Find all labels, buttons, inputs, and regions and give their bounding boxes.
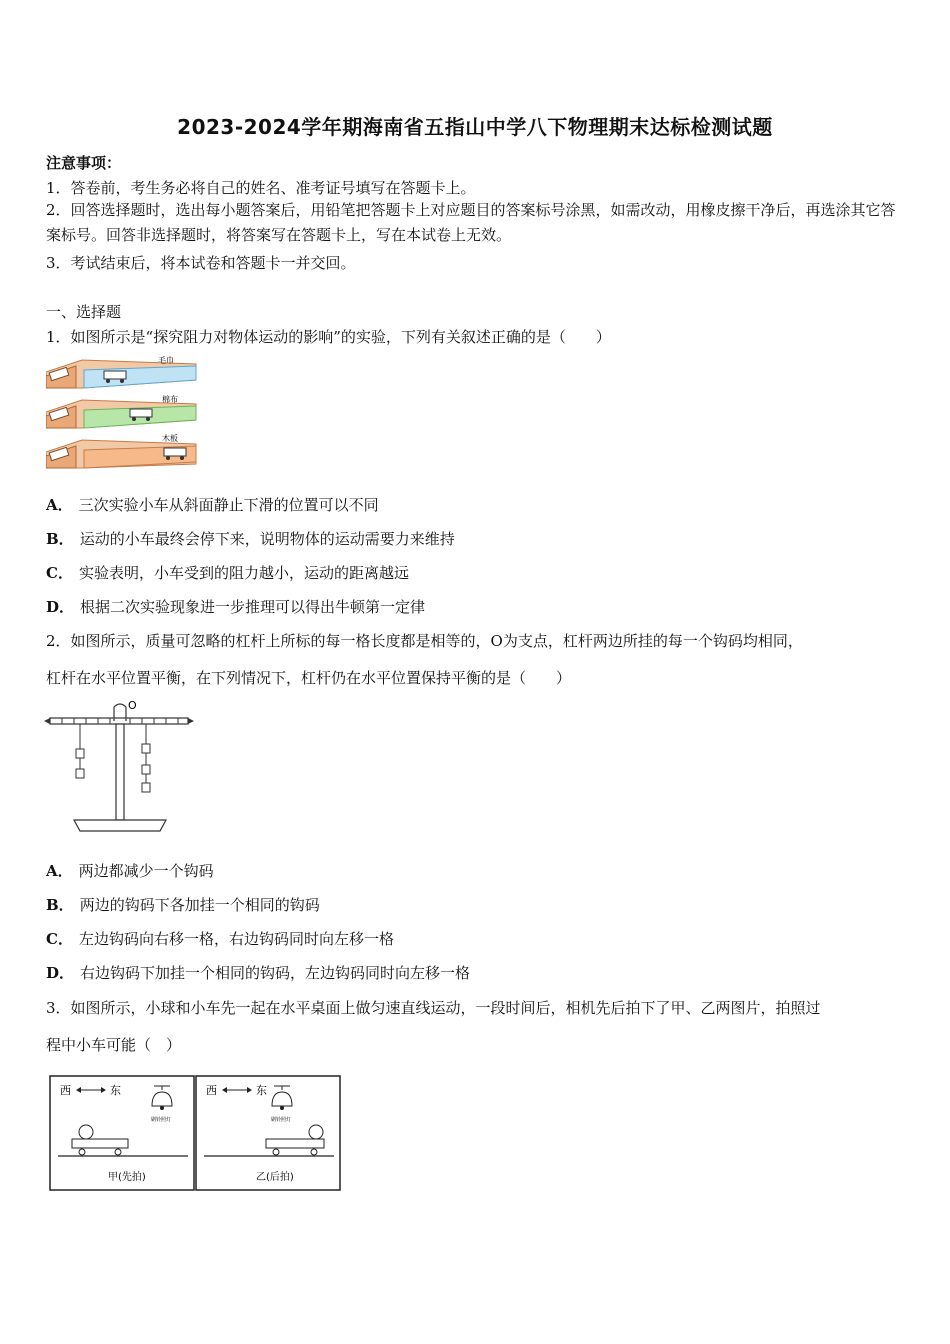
pivot-label: O (128, 699, 137, 712)
question-2-stem-line1: 2．如图所示，质量可忽略的杠杆上所标的每一格长度都是相等的，O为支点，杠杆两边所挂的每一个钩码均相同， (46, 632, 803, 650)
west-label: 西 (60, 1084, 71, 1097)
q1-option-c[interactable] (46, 562, 409, 583)
friction-ramp-figure (46, 354, 201, 472)
option-text: 根据二次实验现象进一步推理可以得出牛顿第一定律 (80, 598, 426, 616)
option-letter: D． (46, 598, 75, 616)
option-letter: A． (46, 862, 73, 880)
exam-title: 2023-2024学年期海南省五指山中学八下物理期末达标检测试题 (177, 115, 773, 139)
option-text: 三次实验小车从斜面静止下滑的位置可以不同 (78, 496, 379, 514)
question-2-stem-line2: 杠杆在水平位置平衡，在下列情况下，杠杆仍在水平位置保持平衡的是（ ） (46, 669, 572, 687)
east-label: 东 (110, 1084, 121, 1097)
ramp-row-wood (46, 433, 196, 468)
option-letter: B． (46, 530, 74, 548)
notice-item-3: 3．考试结束后，将本试卷和答题卡一并交回。 (46, 254, 356, 272)
west-label: 西 (206, 1084, 217, 1097)
cart-photo-figure (48, 1074, 342, 1196)
option-text: 两边的钩码下各加挂一个相同的钩码 (79, 896, 320, 914)
notice-item-2: 2．回答选择题时，选出每小题答案后，用铅笔把答题卡上对应题目的答案标号涂黑，如需改动，用橡皮擦干净后，再选涂其它答案标号。回答非选择题时，将答案写在答题卡上，写在本试卷上无效。 (46, 201, 896, 244)
caption-jia: 甲(先拍) (108, 1172, 146, 1183)
option-letter: C． (46, 930, 73, 948)
q1-option-b[interactable] (46, 528, 455, 549)
section-heading: 一、选择题 (46, 303, 122, 321)
panel-jia (50, 1076, 194, 1190)
q2-option-d[interactable] (46, 962, 470, 983)
q2-option-a[interactable] (46, 860, 214, 881)
ramp-row-cotton (46, 394, 196, 428)
question-1-stem: 1．如图所示是“探究阻力对物体运动的影响”的实验，下列有关叙述正确的是（ ） (46, 328, 611, 346)
q1-option-a[interactable] (46, 494, 379, 515)
option-text: 左边钩码向右移一格，右边钩码同时向左移一格 (78, 930, 394, 948)
caption-yi: 乙(后拍) (256, 1172, 294, 1183)
ramp-row-towel (46, 355, 196, 388)
option-letter: A． (46, 496, 73, 514)
label-wood: 木板 (162, 434, 178, 443)
option-text: 两边都减少一个钩码 (78, 862, 214, 880)
notice-item-1: 1．答卷前，考生务必将自己的姓名、准考证号填写在答题卡上。 (46, 179, 476, 197)
option-letter: C． (46, 564, 73, 582)
lamp-label: 刷铃照灯 (151, 1117, 172, 1123)
label-towel: 毛巾 (158, 356, 174, 365)
question-3-stem-line1: 3．如图所示，小球和小车先一起在水平桌面上做匀速直线运动，一段时间后，相机先后拍下了甲、乙两图片，拍照过 (46, 999, 821, 1017)
option-text: 实验表明，小车受到的阻力越小，运动的距离越远 (78, 564, 409, 582)
east-label: 东 (256, 1084, 267, 1097)
question-3-stem-line2: 程中小车可能（ ） (46, 1036, 182, 1054)
option-letter: D． (46, 964, 75, 982)
q2-option-b[interactable] (46, 894, 320, 915)
notice-heading: 注意事项： (46, 154, 122, 172)
lamp-label: 刷铃照灯 (271, 1117, 292, 1123)
option-letter: B． (46, 896, 74, 914)
label-cotton: 棉布 (162, 395, 178, 404)
q1-option-d[interactable] (46, 596, 425, 617)
lever-figure (44, 699, 194, 835)
option-text: 运动的小车最终会停下来，说明物体的运动需要力来维持 (79, 530, 455, 548)
panel-yi (196, 1076, 340, 1190)
option-text: 右边钩码下加挂一个相同的钩码，左边钩码同时向左移一格 (80, 964, 471, 982)
q2-option-c[interactable] (46, 928, 394, 949)
